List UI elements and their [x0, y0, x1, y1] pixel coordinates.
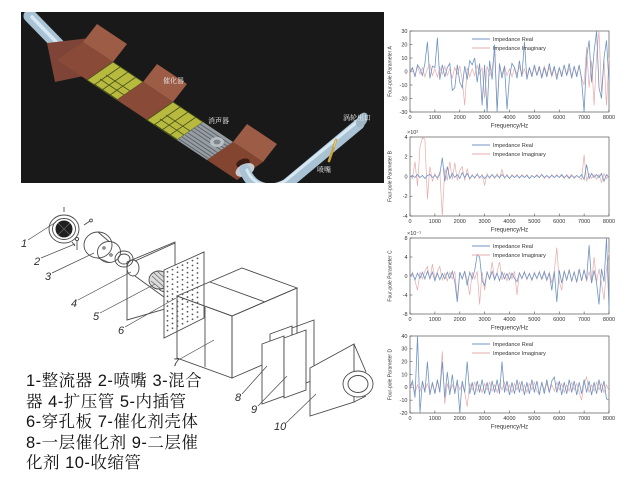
part-number-9: 9 — [251, 404, 258, 416]
x-tick-label: 5000 — [528, 219, 541, 225]
x-tick-label: 4000 — [503, 416, 516, 422]
x-axis-label: Frequency/Hz — [490, 123, 529, 130]
x-tick-label: 7000 — [578, 115, 591, 121]
y-tick-label: -4 — [402, 292, 408, 299]
label-turbine-outlet: 涡轮出口 — [343, 115, 371, 122]
y-tick-label: -10 — [399, 398, 408, 405]
x-tick-label: 0 — [408, 416, 412, 422]
x-tick-label: 4000 — [503, 219, 516, 225]
x-tick-label: 2000 — [453, 317, 466, 323]
part-number-1: 1 — [21, 238, 28, 250]
y-tick-label: -8 — [402, 311, 408, 318]
x-tick-label: 8000 — [602, 416, 616, 422]
part-number-8: 8 — [235, 392, 242, 404]
x-tick-label: 1000 — [428, 416, 441, 422]
caption-line: 1-整流器 2-喷嘴 3-混合 — [26, 372, 203, 390]
x-tick-label: 6000 — [553, 317, 566, 323]
series-imag — [410, 351, 609, 406]
caption-line: 器 4-扩压管 5-内插管 — [26, 392, 187, 411]
x-tick-label: 7000 — [578, 219, 591, 225]
x-tick-label: 4000 — [503, 115, 516, 121]
y-tick-label: -30 — [399, 109, 408, 116]
label-muffler: 消声器 — [208, 118, 229, 125]
legend-label: Impedance Real — [493, 142, 534, 149]
legend-label: Impedance Imaginary — [493, 252, 546, 259]
parts-legend-caption — [26, 371, 244, 474]
y-tick-label: 10 — [401, 55, 408, 62]
x-axis-label: Frequency/Hz — [490, 424, 529, 431]
x-tick-label: 5000 — [528, 115, 541, 121]
y-tick-label: 20 — [401, 359, 408, 366]
x-tick-label: 6000 — [553, 115, 566, 121]
y-tick-label: -2 — [402, 194, 408, 201]
legend-label: Impedance Real — [493, 341, 534, 348]
x-tick-label: 2000 — [453, 219, 466, 225]
label-nozzle: 喷嘴 — [317, 167, 331, 174]
y-tick-label: 4 — [404, 254, 408, 261]
y-tick-label: 20 — [401, 42, 408, 49]
caption-line: 6-穿孔板 7-催化剂壳体 — [26, 413, 199, 431]
legend-label: Impedance Imaginary — [493, 151, 546, 158]
y-tick-label: 0 — [404, 69, 408, 76]
y-axis-label: Four-pole Parameter B — [387, 151, 394, 202]
x-axis-label: Frequency/Hz — [490, 227, 529, 234]
label-catalyst: 催化器 — [163, 78, 184, 85]
y-tick-label: 4 — [404, 134, 408, 141]
series-real — [410, 31, 609, 112]
y-axis-label: Four-pole Parameter A — [387, 46, 394, 97]
x-tick-label: 7000 — [578, 416, 591, 422]
x-tick-label: 1000 — [428, 317, 441, 323]
axis-multiplier: ×10² — [407, 130, 419, 136]
x-tick-label: 0 — [408, 317, 412, 323]
caption-line: 化剂 10-收缩管 — [26, 454, 142, 472]
fins-cylinder-core — [214, 140, 221, 145]
x-tick-label: 5000 — [528, 317, 541, 323]
x-tick-label: 3000 — [478, 115, 491, 121]
x-tick-label: 3000 — [478, 317, 491, 323]
part-number-10: 10 — [274, 421, 287, 433]
x-tick-label: 1000 — [428, 115, 441, 121]
chart-four-pole-C — [386, 229, 640, 331]
charts-column — [386, 0, 640, 482]
y-tick-label: 8 — [404, 235, 408, 242]
y-tick-label: 40 — [401, 333, 408, 340]
part-number-3: 3 — [45, 271, 52, 283]
part-number-4: 4 — [71, 298, 78, 310]
part-number-5: 5 — [93, 311, 100, 323]
y-tick-label: -4 — [402, 213, 408, 220]
x-tick-label: 8000 — [602, 317, 616, 323]
y-tick-label: 30 — [401, 346, 408, 353]
y-tick-label: 0 — [404, 273, 408, 280]
y-tick-label: 0 — [404, 174, 408, 181]
render3d-image — [21, 12, 384, 183]
legend-label: Impedance Real — [493, 243, 534, 250]
x-tick-label: 6000 — [553, 219, 566, 225]
axis-multiplier: ×10⁻¹ — [407, 231, 422, 237]
y-tick-label: 2 — [404, 154, 408, 161]
chart-four-pole-A — [386, 14, 640, 132]
x-tick-label: 4000 — [503, 317, 516, 323]
part-number-2: 2 — [34, 256, 41, 268]
y-tick-label: 30 — [401, 28, 408, 35]
x-tick-label: 3000 — [478, 219, 491, 225]
y-axis-label: Four-pole Parameter D — [387, 348, 394, 401]
caption-line: 8-一层催化剂 9-二层催 — [26, 433, 199, 452]
x-tick-label: 2000 — [453, 416, 466, 422]
x-tick-label: 5000 — [528, 416, 541, 422]
y-tick-label: -20 — [399, 410, 408, 417]
legend-label: Impedance Imaginary — [493, 45, 546, 52]
y-tick-label: -10 — [399, 82, 408, 89]
y-tick-label: 10 — [401, 372, 408, 379]
x-tick-label: 6000 — [553, 416, 566, 422]
x-tick-label: 3000 — [478, 416, 491, 422]
y-axis-label: Four-pole Parameter C — [387, 250, 394, 302]
y-tick-label: -20 — [399, 96, 408, 103]
x-tick-label: 7000 — [578, 317, 591, 323]
part-number-6: 6 — [118, 325, 125, 337]
x-tick-label: 0 — [408, 115, 412, 121]
x-tick-label: 8000 — [602, 219, 616, 225]
x-tick-label: 0 — [408, 219, 412, 225]
legend-label: Impedance Imaginary — [493, 350, 546, 357]
part-number-7: 7 — [173, 357, 180, 369]
x-tick-label: 1000 — [428, 219, 441, 225]
y-tick-label: 0 — [404, 385, 408, 392]
x-tick-label: 2000 — [453, 115, 466, 121]
legend-label: Impedance Real — [493, 36, 534, 43]
x-axis-label: Frequency/Hz — [490, 325, 529, 331]
x-tick-label: 8000 — [602, 115, 616, 121]
plot-frame — [410, 31, 609, 112]
chart-four-pole-D — [386, 327, 640, 433]
chart-four-pole-B — [386, 128, 640, 235]
render3d-panel — [21, 12, 384, 188]
